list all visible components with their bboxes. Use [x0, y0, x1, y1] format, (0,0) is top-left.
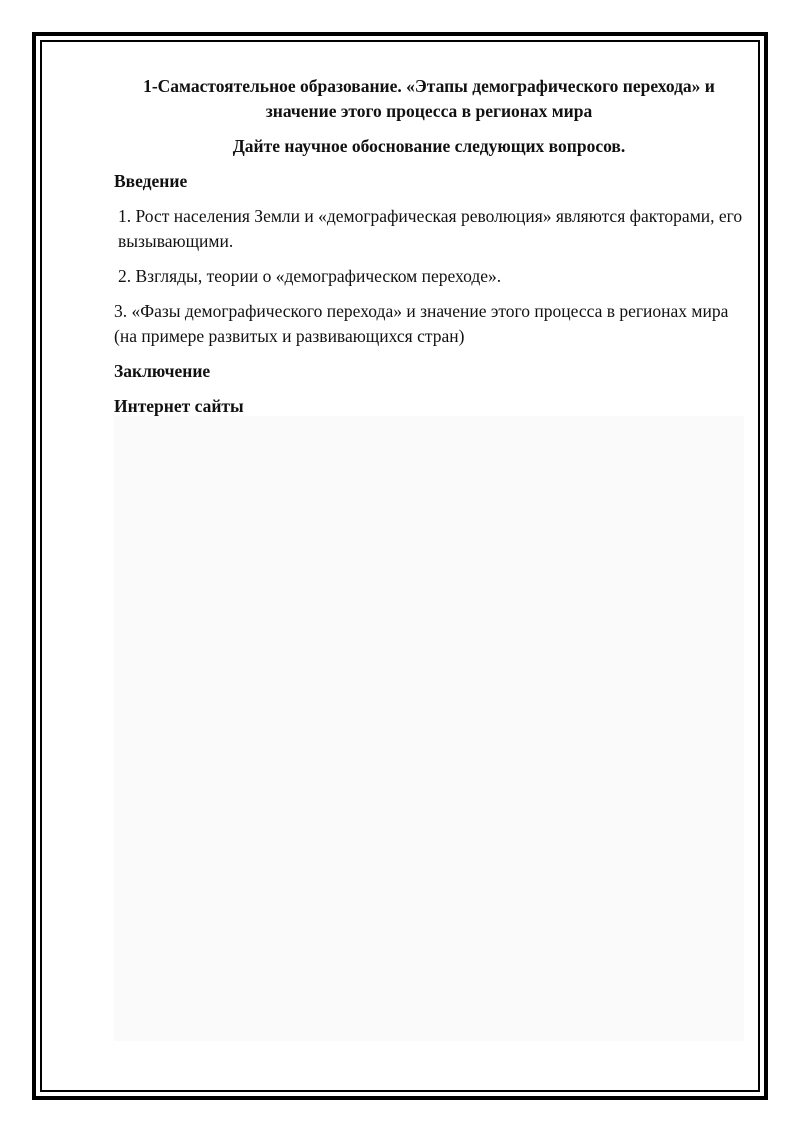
point-2: 2. Взгляды, теории о «демографическом переходе».: [118, 266, 502, 286]
document-body: [114, 74, 744, 419]
document-title: 1-Самастоятельное образование. «Этапы демографического перехода» и значение этого процесса в регионах мира: [143, 76, 715, 121]
blank-writing-area: [114, 416, 744, 1041]
point-3: 3. «Фазы демографического перехода» и значение этого процесса в регионах мира (на примере развитых и развивающихся стран): [114, 301, 729, 346]
intro-heading: Введение: [114, 171, 188, 191]
point-1: 1. Рост населения Земли и «демографическая революция» являются факторами, его вызывающими.: [118, 206, 743, 251]
conclusion-heading: Заключение: [114, 361, 211, 381]
document-subtitle: Дайте научное обоснование следующих вопросов.: [232, 136, 626, 156]
websites-heading: Интернет сайты: [114, 396, 244, 416]
